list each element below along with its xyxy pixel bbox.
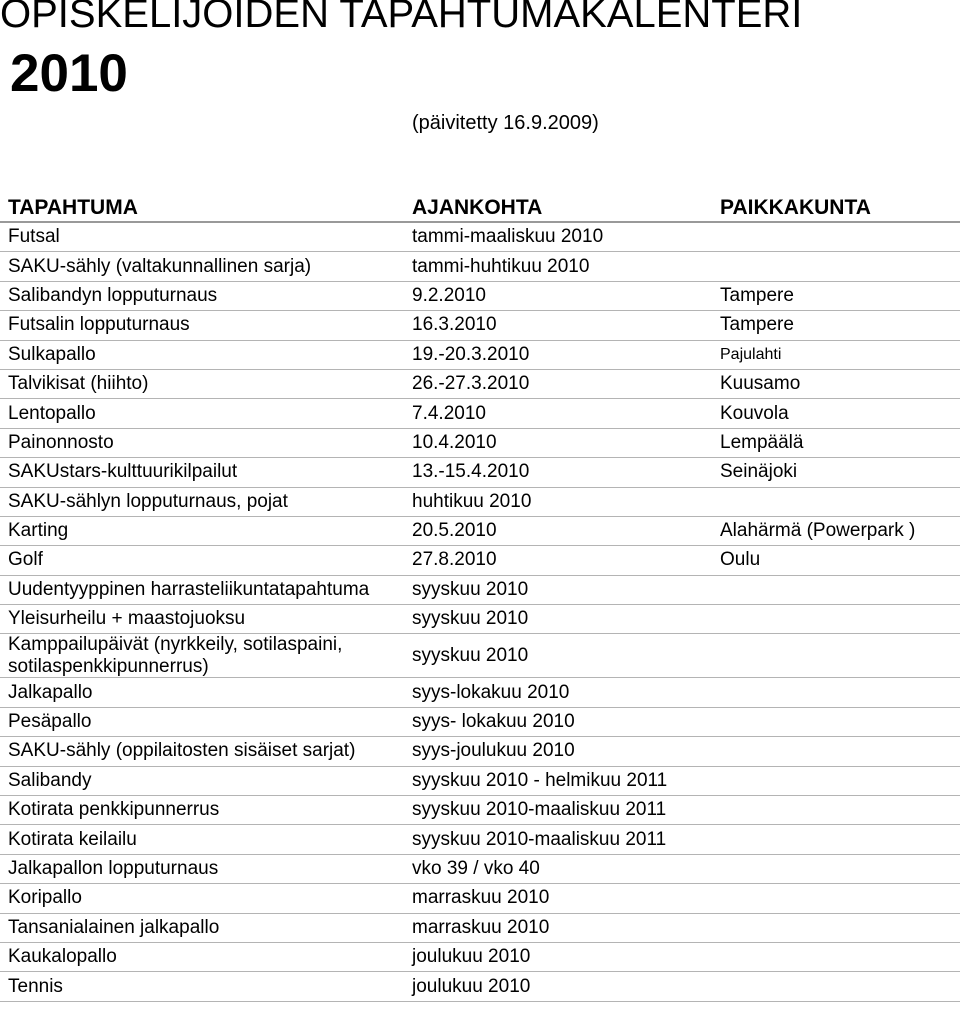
table-row [0, 737, 960, 766]
place-cell: Alahärmä (Powerpark ) [720, 520, 916, 542]
event-cell: Lentopallo [8, 402, 96, 424]
place-cell: Kouvola [720, 402, 789, 424]
event-cell: Uudentyyppinen harrasteliikuntatapahtuma [8, 578, 370, 600]
event-cell: Jalkapallo [8, 681, 93, 703]
table-row [0, 399, 960, 428]
event-cell: Jalkapallon lopputurnaus [8, 858, 219, 879]
place-cell [720, 708, 960, 736]
table-row [0, 825, 960, 854]
time-cell: joulukuu 2010 [412, 975, 531, 997]
time-cell: joulukuu 2010 [412, 946, 531, 968]
table-row [0, 458, 960, 487]
table-row [0, 678, 960, 707]
time-cell: 10.4.2010 [412, 431, 497, 453]
event-cell: Kotirata penkkipunnerrus [8, 799, 220, 821]
time-cell: 19.-20.3.2010 [412, 343, 530, 365]
table-row [0, 708, 960, 737]
place-cell [720, 943, 960, 971]
time-cell: marraskuu 2010 [412, 887, 550, 909]
time-cell: syyskuu 2010 [412, 608, 529, 630]
table-row [0, 252, 960, 281]
event-cell: SAKU-sähly (valtakunnallinen sarja) [8, 255, 312, 277]
table-row [0, 914, 960, 943]
place-cell: Pajulahti [720, 345, 782, 363]
time-cell: tammi-maaliskuu 2010 [412, 226, 604, 248]
table-row [0, 546, 960, 575]
event-cell: Karting [8, 520, 69, 542]
table-row [0, 884, 960, 913]
time-cell: syyskuu 2010 [412, 578, 529, 600]
place-cell [720, 605, 960, 633]
event-cell: Futsal [8, 226, 60, 248]
time-cell: vko 39 / vko 40 [412, 858, 540, 879]
table-row [0, 370, 960, 399]
time-cell: 26.-27.3.2010 [412, 373, 530, 395]
table-row [0, 767, 960, 796]
time-cell: 7.4.2010 [412, 402, 486, 424]
time-cell: marraskuu 2010 [412, 916, 550, 938]
event-cell: Pesäpallo [8, 711, 92, 733]
header-time: AJANKOHTA [412, 196, 543, 219]
table-row [0, 796, 960, 825]
time-cell: 16.3.2010 [412, 314, 497, 336]
table-row [0, 972, 960, 1001]
document-title: OPISKELIJOIDEN TAPAHTUMAKALENTERI [0, 0, 803, 36]
table-row [0, 429, 960, 458]
table-row [0, 341, 960, 370]
place-cell [720, 884, 960, 912]
place-cell [720, 972, 960, 1000]
time-cell: 20.5.2010 [412, 520, 497, 542]
table-row [0, 488, 960, 517]
place-cell [720, 223, 960, 251]
time-cell: 13.-15.4.2010 [412, 461, 530, 483]
place-cell [720, 796, 960, 824]
table-row [0, 943, 960, 972]
place-cell: Seinäjoki [720, 461, 798, 483]
event-cell: Talvikisat (hiihto) [8, 373, 149, 395]
place-cell: Oulu [720, 549, 761, 571]
event-cell: Kotirata keilailu [8, 828, 137, 850]
place-cell: Lempäälä [720, 431, 804, 453]
updated-note: (päivitetty 16.9.2009) [412, 112, 599, 134]
place-cell [720, 634, 960, 677]
place-cell [720, 488, 960, 516]
table-row [0, 855, 960, 884]
event-cell: Koripallo [8, 887, 82, 909]
place-cell [720, 825, 960, 853]
place-cell: Kuusamo [720, 373, 801, 395]
time-cell: 27.8.2010 [412, 549, 497, 571]
place-cell [720, 767, 960, 795]
event-cell: Salibandyn lopputurnaus [8, 284, 218, 306]
event-cell: Painonnosto [8, 431, 114, 453]
time-cell: huhtikuu 2010 [412, 490, 532, 512]
place-cell [720, 914, 960, 942]
place-cell: Tampere [720, 314, 794, 336]
place-cell [720, 576, 960, 604]
table-row [0, 634, 960, 678]
time-cell: 9.2.2010 [412, 284, 486, 306]
event-cell: Sulkapallo [8, 343, 96, 365]
table-row [0, 282, 960, 311]
event-cell: Yleisurheilu + maastojuoksu [8, 608, 246, 630]
place-cell [720, 855, 960, 883]
event-cell: Salibandy [8, 769, 92, 791]
event-cell: Golf [8, 549, 43, 571]
header-event: TAPAHTUMA [8, 196, 138, 219]
header-place: PAIKKAKUNTA [720, 196, 871, 219]
table-row [0, 576, 960, 605]
table-row [0, 517, 960, 546]
time-cell: syys-joulukuu 2010 [412, 740, 575, 762]
table-row [0, 311, 960, 340]
time-cell: syys-lokakuu 2010 [412, 681, 570, 703]
time-cell: syys- lokakuu 2010 [412, 711, 575, 733]
time-cell: syyskuu 2010-maaliskuu 2011 [412, 828, 667, 850]
table-row [0, 605, 960, 634]
document-year: 2010 [10, 44, 128, 103]
event-cell: Tennis [8, 975, 63, 997]
place-cell [720, 678, 960, 706]
event-cell: SAKU-sählyn lopputurnaus, pojat [8, 490, 288, 512]
place-cell: Tampere [720, 284, 794, 306]
table-header [0, 193, 960, 223]
event-cell: SAKU-sähly (oppilaitosten sisäiset sarjat) [8, 740, 356, 762]
time-cell: tammi-huhtikuu 2010 [412, 255, 590, 277]
event-cell: Futsalin lopputurnaus [8, 314, 190, 336]
time-cell: syyskuu 2010 [412, 644, 529, 666]
time-cell: syyskuu 2010-maaliskuu 2011 [412, 799, 667, 821]
event-cell: Kamppailupäivät (nyrkkeily, sotilaspaini, sotilaspenkkipunnerrus) [8, 633, 343, 677]
place-cell [720, 737, 960, 765]
event-cell: SAKUstars-kulttuurikilpailut [8, 461, 238, 483]
table-row [0, 223, 960, 252]
time-cell: syyskuu 2010 - helmikuu 2011 [412, 769, 668, 791]
event-cell: Kaukalopallo [8, 946, 117, 968]
event-cell: Tansanialainen jalkapallo [8, 916, 220, 938]
event-table [0, 223, 960, 1002]
place-cell [720, 252, 960, 280]
